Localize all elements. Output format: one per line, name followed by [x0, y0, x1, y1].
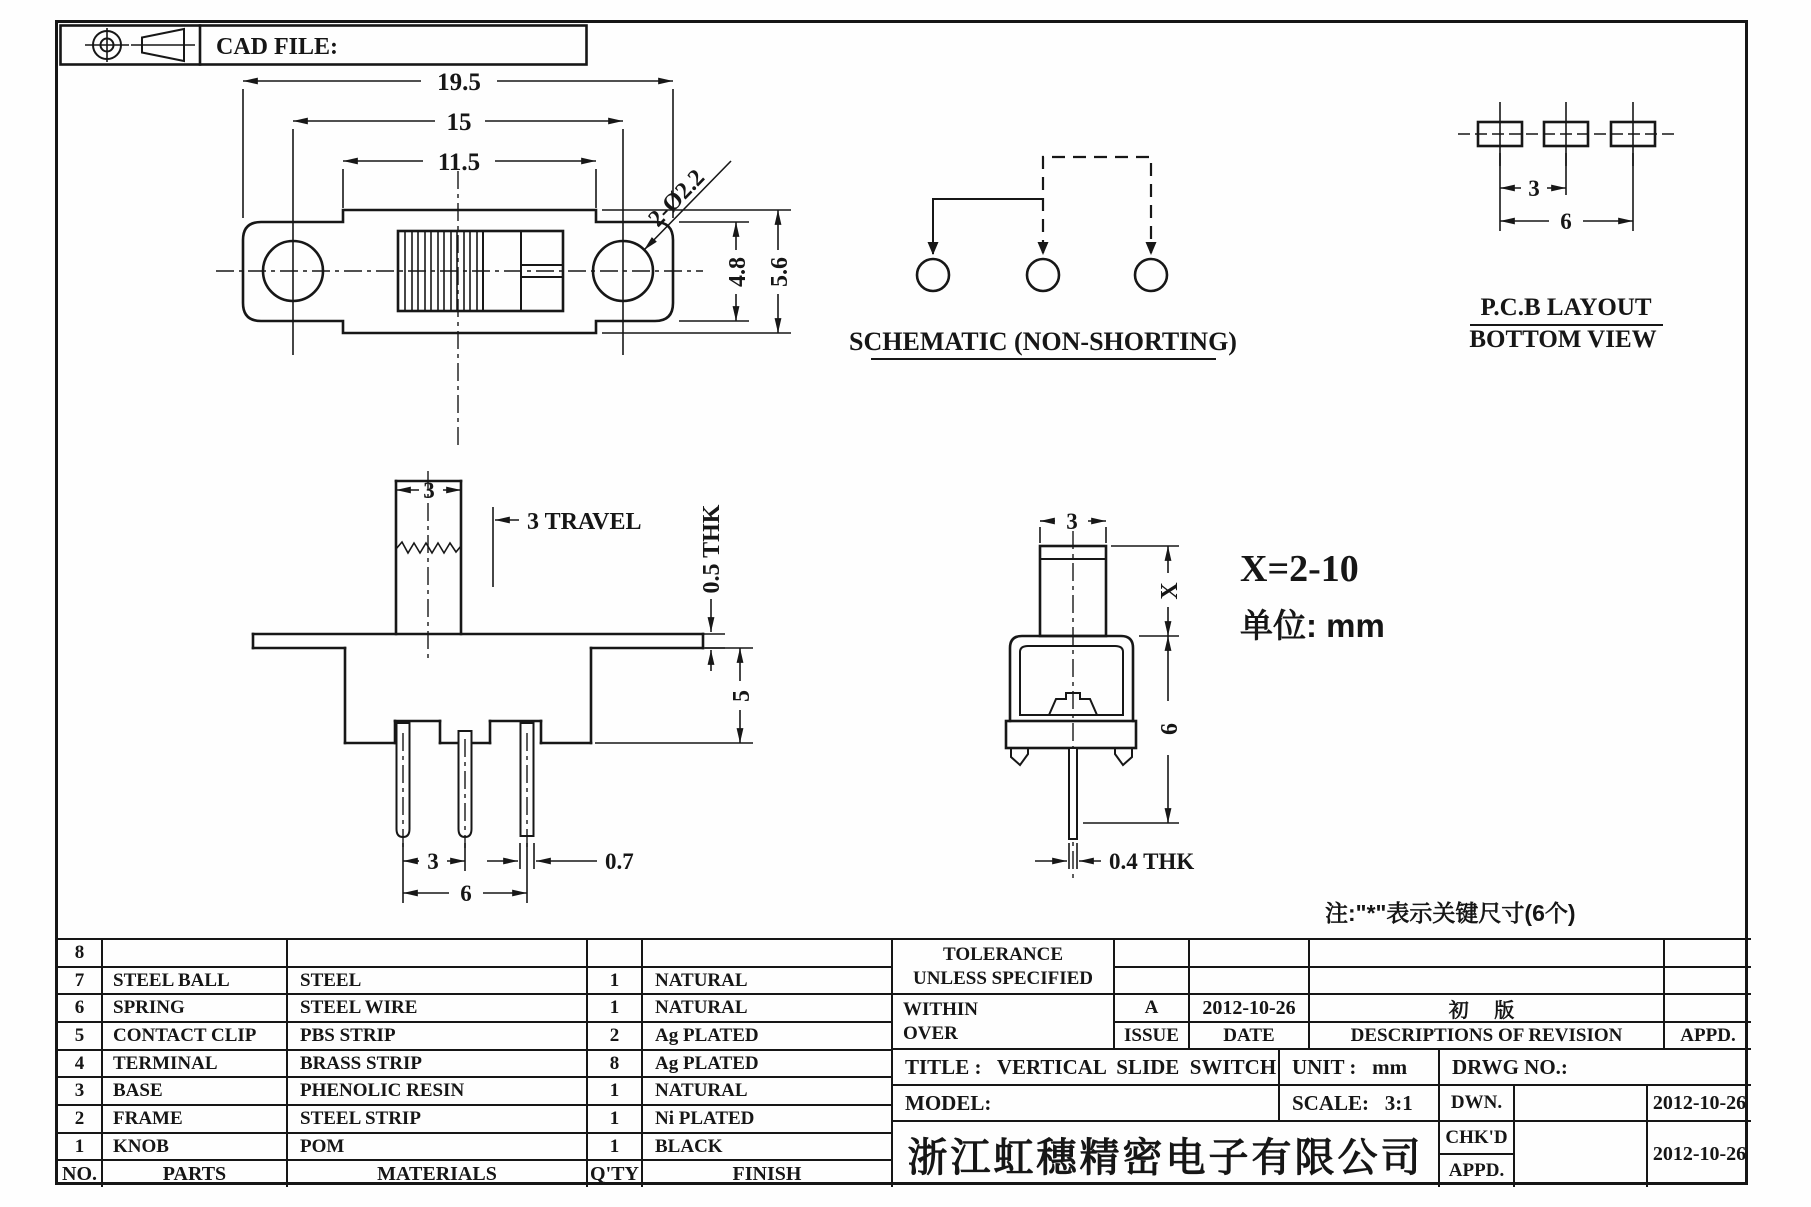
part-qty: 8 [588, 1051, 643, 1077]
rev-cell-blank [1190, 940, 1310, 968]
rev-cell-blank [1665, 940, 1751, 968]
technical-drawing-canvas [58, 23, 1751, 940]
header-materials: MATERIALS [288, 1161, 588, 1187]
revision-issue-label: ISSUE [1115, 1023, 1190, 1050]
rev-cell-blank [1310, 940, 1665, 968]
rev-cell-blank [1115, 968, 1190, 995]
dwn-date: 2012-10-26 [1648, 1086, 1751, 1122]
table-row [58, 968, 893, 996]
table-row [58, 1051, 893, 1079]
dim-15: 15 [446, 109, 472, 136]
part-name: STEEL BALL [103, 968, 288, 994]
table-row [58, 1134, 893, 1162]
part-finish: Ag PLATED [643, 1051, 893, 1077]
pcb-dim-3: 3 [1528, 176, 1540, 201]
appd-date: 2012-10-26 [1652, 1143, 1747, 1165]
part-finish: BLACK [643, 1134, 893, 1160]
front-dim-x: X [1157, 582, 1183, 600]
part-name [103, 940, 288, 966]
part-finish: NATURAL [643, 968, 893, 994]
part-name: SPRING [103, 995, 288, 1021]
part-no: 3 [58, 1078, 103, 1104]
dim-4-8: 4.8 [725, 257, 751, 287]
revision-description-value: 初 版 [1310, 995, 1665, 1023]
tolerance-line1: TOLERANCE [942, 943, 1063, 965]
scale-field: SCALE: 3:1 [1280, 1086, 1440, 1122]
header-qty: Q'TY [588, 1161, 643, 1187]
drwg-no-field: DRWG NO.: [1440, 1050, 1751, 1086]
part-material: PBS STRIP [288, 1023, 588, 1049]
part-finish [643, 940, 893, 966]
tolerance-over-label: OVER [903, 1022, 958, 1044]
top-view [216, 69, 793, 449]
part-name: TERMINAL [103, 1051, 288, 1077]
tolerance-block [893, 940, 1115, 995]
part-finish: Ni PLATED [643, 1106, 893, 1132]
part-no: 6 [58, 995, 103, 1021]
pcb-caption-line1: P.C.B LAYOUT [1480, 294, 1652, 321]
pcb-dim-6: 6 [1560, 209, 1572, 234]
revision-appd-value [1665, 995, 1751, 1023]
part-qty: 2 [588, 1023, 643, 1049]
title-field: TITLE : VERTICAL SLIDE SWITCH [893, 1050, 1280, 1086]
part-material: STEEL WIRE [288, 995, 588, 1021]
part-qty: 1 [588, 1078, 643, 1104]
part-no: 5 [58, 1023, 103, 1049]
parts-table-header-row [58, 1161, 893, 1187]
table-row [58, 940, 893, 968]
part-material: STEEL STRIP [288, 1106, 588, 1132]
revision-date-value: 2012-10-26 [1190, 995, 1310, 1023]
dwn-signature [1515, 1086, 1648, 1122]
part-name: FRAME [103, 1106, 288, 1132]
side-dim-pin-3: 3 [427, 849, 439, 874]
part-name: CONTACT CLIP [103, 1023, 288, 1049]
revision-description-label: DESCRIPTIONS OF REVISION [1310, 1023, 1665, 1050]
table-row [58, 1106, 893, 1134]
part-name: BASE [103, 1078, 288, 1104]
rev-cell-blank [1115, 940, 1190, 968]
part-material: BRASS STRIP [288, 1051, 588, 1077]
part-qty: 1 [588, 968, 643, 994]
part-finish: NATURAL [643, 995, 893, 1021]
schematic-caption: SCHEMATIC (NON-SHORTING) [849, 327, 1237, 356]
part-qty: 1 [588, 995, 643, 1021]
table-row [58, 1023, 893, 1051]
part-material: POM [288, 1134, 588, 1160]
header-finish: FINISH [643, 1161, 893, 1187]
part-qty [588, 940, 643, 966]
x-range-note: X=2-10 [1240, 548, 1359, 590]
drawing-sheet [55, 20, 1748, 1185]
part-finish: Ag PLATED [643, 1023, 893, 1049]
part-qty: 1 [588, 1106, 643, 1132]
schematic-view [849, 157, 1237, 359]
part-qty: 1 [588, 1134, 643, 1160]
frame-thickness-label: 0.5 THK [699, 504, 725, 594]
rev-cell-blank [1665, 968, 1751, 995]
title-and-parts-block [58, 938, 1751, 1188]
side-dim-0-7: 0.7 [605, 849, 634, 874]
unit-note: 单位: mm [1240, 607, 1385, 644]
header-no: NO. [58, 1161, 103, 1187]
rev-cell-blank [1190, 968, 1310, 995]
appd-label: APPD. [1440, 1155, 1515, 1187]
pcb-caption-line2: BOTTOM VIEW [1469, 326, 1657, 353]
model-field: MODEL: [893, 1086, 1280, 1122]
front-view [1006, 509, 1194, 881]
tolerance-line2: UNLESS SPECIFIED [912, 967, 1094, 989]
revision-issue-value: A [1115, 995, 1190, 1023]
part-name: KNOB [103, 1134, 288, 1160]
chkd-label: CHK'D [1440, 1122, 1515, 1155]
part-material [288, 940, 588, 966]
dim-11-5: 11.5 [437, 149, 481, 176]
chkd-appd-signature [1515, 1122, 1648, 1187]
dim-hole-callout: 2-Ø2.2 [643, 164, 711, 233]
part-no: 7 [58, 968, 103, 994]
table-row [58, 1078, 893, 1106]
cad-file-label: CAD FILE: [216, 34, 339, 60]
drawing-notes [1240, 548, 1576, 926]
part-no: 4 [58, 1051, 103, 1077]
tolerance-range-block [893, 995, 1115, 1050]
key-dimension-note: 注:"*"表示关键尺寸(6个) [1325, 900, 1576, 926]
front-dim-3: 3 [1066, 509, 1078, 534]
side-dim-knob-3: 3 [423, 478, 435, 503]
side-dim-5: 5 [729, 690, 755, 702]
side-view [253, 471, 755, 906]
cad-file-box [61, 26, 587, 65]
header-parts: PARTS [103, 1161, 288, 1187]
part-no: 2 [58, 1106, 103, 1132]
part-material: STEEL [288, 968, 588, 994]
parts-table [58, 940, 893, 1187]
part-no: 8 [58, 940, 103, 966]
travel-label: 3 TRAVEL [527, 509, 642, 535]
part-material: PHENOLIC RESIN [288, 1078, 588, 1104]
company-name: 浙江虹穗精密电子有限公司 [893, 1122, 1440, 1187]
part-no: 1 [58, 1134, 103, 1160]
projection-symbol-icon [85, 28, 195, 62]
front-dim-6: 6 [1157, 723, 1183, 735]
pin-thickness-label: 0.4 THK [1109, 849, 1195, 874]
side-dim-6: 6 [460, 881, 472, 906]
tolerance-within-label: WITHIN [903, 998, 978, 1020]
dim-5-6: 5.6 [767, 257, 793, 287]
rev-cell-blank [1310, 968, 1665, 995]
revision-appd-label: APPD. [1665, 1023, 1751, 1050]
revision-date-label: DATE [1190, 1023, 1310, 1050]
unit-field: UNIT : mm [1280, 1050, 1440, 1086]
dim-19-5: 19.5 [437, 69, 481, 96]
dwn-label: DWN. [1440, 1086, 1515, 1122]
part-finish: NATURAL [643, 1078, 893, 1104]
table-row [58, 995, 893, 1023]
pcb-layout-view [1458, 102, 1676, 353]
